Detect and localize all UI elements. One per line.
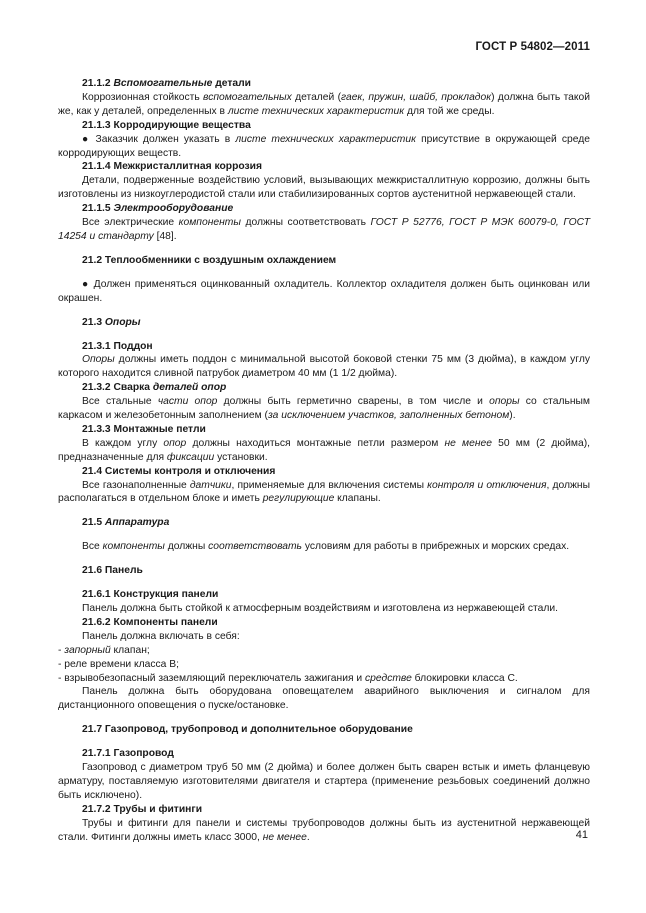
- heading-21-6-2: 21.6.2 Компоненты панели: [82, 616, 218, 628]
- document-body: [58, 77, 590, 845]
- paragraph-21-6-2-b: Панель должна быть оборудована оповещателем аварийного выключения и сигналом для дистанционного оповещения о пуске/остановке.: [58, 686, 590, 712]
- paragraph-21-6-1: Панель должна быть стойкой к атмосферным воздействиям и изготовлена из нержавеющей стали.: [82, 603, 558, 614]
- document-number: ГОСТ Р 54802—2011: [475, 41, 590, 53]
- list-item: - запорный клапан;: [58, 644, 150, 656]
- paragraph-21-3-1: Опоры должны иметь поддон с минимальной высотой боковой стенки 75 мм (3 дюйма), в каждом углу которого находится сливной патрубок диаметром 40 мм (1 1/2 дюйма).: [58, 354, 590, 380]
- heading-21-7-1: 21.7.1 Газопровод: [82, 748, 174, 760]
- paragraph-21-5: Все компоненты должны соответствовать условиям для работы в прибрежных и морских средах.: [82, 541, 570, 553]
- paragraph-21-7-2: Трубы и фитинги для панели и системы трубопроводов должны быть из аустенитной нержавеющей стали. Фитинги должны иметь класс 3000, не менее.: [58, 817, 590, 843]
- paragraph-21-2: ● Должен применяться оцинкованный охладитель. Коллектор охладителя должен быть оцинкован или окрашен.: [58, 278, 590, 304]
- heading-21-3-1: 21.3.1 Поддон: [82, 340, 153, 352]
- list-item: - взрывобезопасный заземляющий переключатель зажигания и средстве блокировки класса С.: [58, 672, 518, 684]
- heading-21-7: 21.7 Газопровод, трубопровод и дополнительное оборудование: [82, 724, 413, 736]
- paragraph-21-1-5: Все электрические компоненты должны соответствовать ГОСТ Р 52776, ГОСТ Р МЭК 60079-0, ГОСТ 14254 и стандарту [48].: [58, 217, 590, 242]
- paragraph-21-3-2: Все стальные части опор должны быть герметично сварены, в том числе и опоры со стальным каркасом и железобетонным заполнением (за исключением участков, заполненных бетоном).: [58, 396, 590, 422]
- page-number: 41: [575, 829, 588, 841]
- heading-21-3: 21.3 Опоры: [82, 316, 141, 328]
- heading-21-6-1: 21.6.1 Конструкция панели: [82, 589, 219, 601]
- heading-21-4: 21.4 Системы контроля и отключения: [82, 465, 276, 477]
- heading-21-5: 21.5 Аппаратура: [82, 517, 170, 529]
- paragraph-21-6-2: Панель должна включать в себя:: [82, 630, 240, 642]
- paragraph-21-1-3: ● Заказчик должен указать в листе технических характеристик присутствие в окружающей среде корродирующих веществ.: [58, 133, 590, 159]
- paragraph-21-1-2: Коррозионная стойкость вспомогательных деталей (гаек, пружин, шайб, прокладок) должна быть такой же, как у деталей, определенных в листе технических характеристик для той же среды.: [58, 91, 590, 117]
- heading-21-3-3: 21.3.3 Монтажные петли: [82, 423, 206, 435]
- paragraph-21-3-3: В каждом углу опор должны находиться монтажные петли размером не менее 50 мм (2 дюйма), предназначенные для фиксации установки.: [58, 437, 591, 463]
- list-item: - реле времени класса В;: [58, 658, 179, 670]
- paragraph-21-7-1: Газопровод с диаметром труб 50 мм (2 дюйма) и более должен быть сварен встык и иметь фланцевую арматуру, поставляемую изготовителями двигателя и стартера (применение резьбовых соединений должно быть исключено).: [58, 762, 590, 801]
- heading-21-1-4: 21.1.4 Межкристаллитная коррозия: [82, 161, 262, 173]
- heading-21-7-2: 21.7.2 Трубы и фитинги: [82, 803, 203, 815]
- heading-21-1-2: 21.1.2 Вспомогательные детали: [82, 78, 252, 89]
- heading-21-3-2: 21.3.2 Сварка деталей опор: [82, 382, 227, 394]
- paragraph-21-4: Все газонаполненные датчики, применяемые для включения системы контроля и отключения, должны располагаться в отдельном блоке и иметь регулирующие клапаны.: [58, 479, 590, 505]
- paragraph-21-1-4: Детали, подверженные воздействию условий, вызывающих межкристаллитную коррозию, должны быть изготовлены из низкоуглеродистой стали или стабилизированных сортов аустенитной нержавеющей стали.: [58, 175, 590, 201]
- heading-21-2: 21.2 Теплообменники с воздушным охлаждением: [82, 254, 337, 266]
- heading-21-1-5: 21.1.5 Электрооборудование: [82, 203, 234, 215]
- heading-21-1-3: 21.1.3 Корродирующие вещества: [82, 119, 251, 131]
- heading-21-6: 21.6 Панель: [82, 565, 143, 577]
